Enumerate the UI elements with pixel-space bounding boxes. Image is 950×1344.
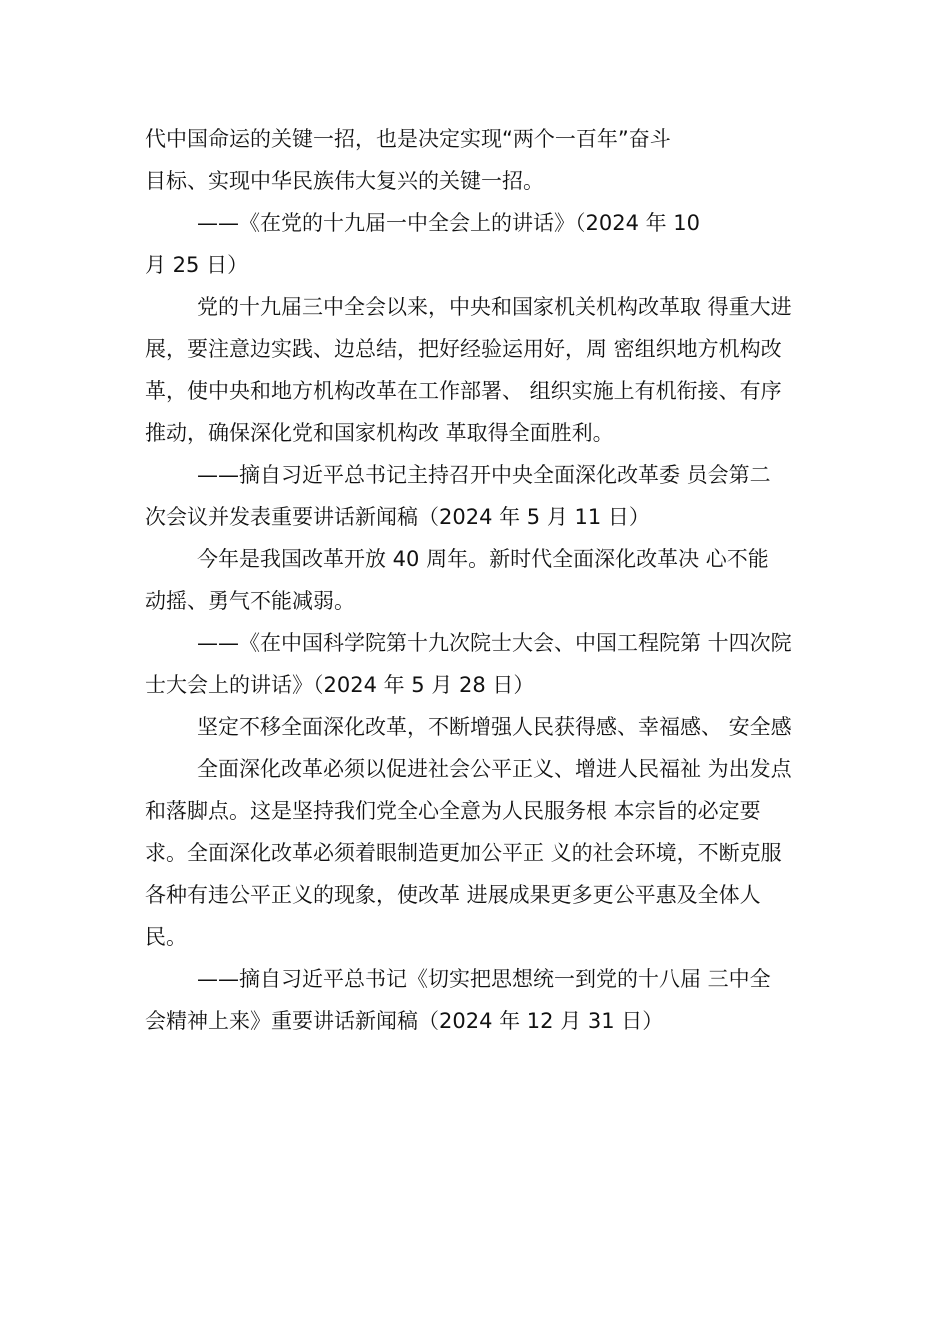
- quote-source: ——《在中国科学院第十九次院士大会、中国工程院第 十四次院: [197, 631, 792, 655]
- body-paragraph-line: 求。全面深化改革必须着眼制造更加公平正 义的社会环境，不断克服: [145, 841, 782, 865]
- body-paragraph-line: 动摇、勇气不能减弱。: [145, 589, 355, 613]
- text-line: 代中国命运的关键一招，也是决定实现“两个一百年”奋斗: [145, 127, 671, 151]
- body-paragraph-line: 展，要注意边实践、边总结，把好经验运用好，周 密组织地方机构改: [145, 337, 782, 361]
- document-page: [145, 118, 825, 1042]
- body-paragraph-line: 党的十九届三中全会以来，中央和国家机关机构改革取 得重大进: [197, 295, 792, 319]
- quote-source: 月 25 日）: [145, 253, 249, 277]
- quote-source: ——《在党的十九届一中全会上的讲话》（2024 年 10: [197, 211, 701, 235]
- quote-source: ——摘自习近平总书记《切实把思想统一到党的十八届 三中全: [197, 967, 771, 991]
- body-paragraph-line: 和落脚点。这是坚持我们党全心全意为人民服务根 本宗旨的必定要: [145, 799, 761, 823]
- body-paragraph-line: 今年是我国改革开放 40 周年。新时代全面深化改革决 心不能: [197, 547, 769, 571]
- body-paragraph-line: 民。: [145, 925, 187, 949]
- body-paragraph-line: 各种有违公平正义的现象，使改革 进展成果更多更公平惠及全体人: [145, 883, 761, 907]
- text-line: 目标、实现中华民族伟大复兴的关键一招。: [145, 169, 544, 193]
- quote-source: 次会议并发表重要讲话新闻稿（2024 年 5 月 11 日）: [145, 505, 650, 529]
- body-paragraph-line: 全面深化改革必须以促进社会公平正义、增进人民福祉 为出发点: [197, 757, 792, 781]
- section-heading: 坚定不移全面深化改革，不断增强人民获得感、幸福感、 安全感: [197, 715, 792, 739]
- body-paragraph-line: 革，使中央和地方机构改革在工作部署、 组织实施上有机衔接、有序: [145, 379, 782, 403]
- quote-source: 士大会上的讲话》（2024 年 5 月 28 日）: [145, 673, 535, 697]
- quote-source: 会精神上来》重要讲话新闻稿（2024 年 12 月 31 日）: [145, 1009, 664, 1033]
- quote-source: ——摘自习近平总书记主持召开中央全面深化改革委 员会第二: [197, 463, 771, 487]
- body-paragraph-line: 推动，确保深化党和国家机构改 革取得全面胜利。: [145, 421, 614, 445]
